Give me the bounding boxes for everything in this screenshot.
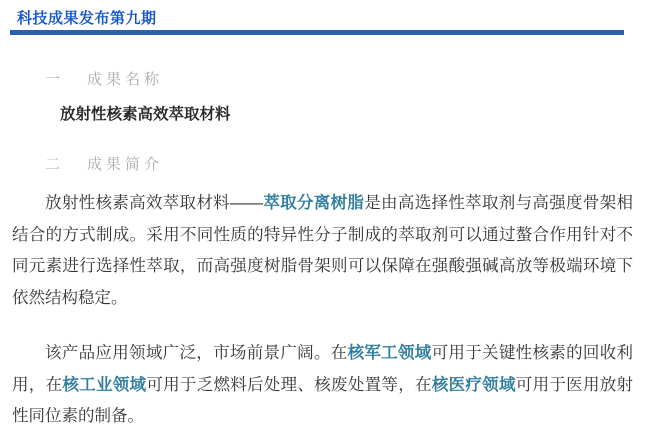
achievement-name: 放射性核素高效萃取材料 (60, 106, 231, 123)
body-paragraph-1 (12, 188, 633, 314)
body-text-segment: 放射性核素高效萃取材料—— (45, 194, 263, 212)
accent-term: 核军工领域 (347, 344, 432, 362)
body-text-segment: 可用于医用放射性同位素的制备。 (12, 375, 634, 425)
section-label: 成果简介 (87, 156, 164, 173)
page-title: 科技成果发布第九期 (17, 10, 157, 27)
intro-content (12, 188, 633, 433)
section-heading-name (45, 70, 645, 89)
body-text-segment: 可用于乏燃料后处理、核废处置等，在 (146, 375, 432, 394)
title-underline-bar (10, 30, 624, 35)
body-text-segment: 该产品应用领域广泛，市场前景广阔。在 (45, 344, 348, 362)
accent-term: 核医疗领域 (431, 375, 516, 394)
section-heading-intro (45, 155, 645, 174)
section-label: 成果名称 (87, 71, 164, 88)
body-paragraph-2 (12, 338, 633, 433)
section-number: 二 (45, 156, 61, 173)
body-text-segment: 是由高选择性萃取剂与高强度骨架相结合的方式制成。采用不同性质的特异性分子制成的萃取剂可以通过螯合作用针对不同元素进行选择性萃取，而高强度树脂骨架则可以保障在强酸强碱高放等极端环境下依然结构稳定。 (12, 194, 634, 307)
accent-term: 核工业领域 (62, 375, 147, 394)
accent-term: 萃取分离树脂 (263, 194, 365, 212)
section-number: 一 (45, 71, 61, 88)
body-text-segment: 可用于关键性核素的回收利用，在 (12, 344, 634, 394)
